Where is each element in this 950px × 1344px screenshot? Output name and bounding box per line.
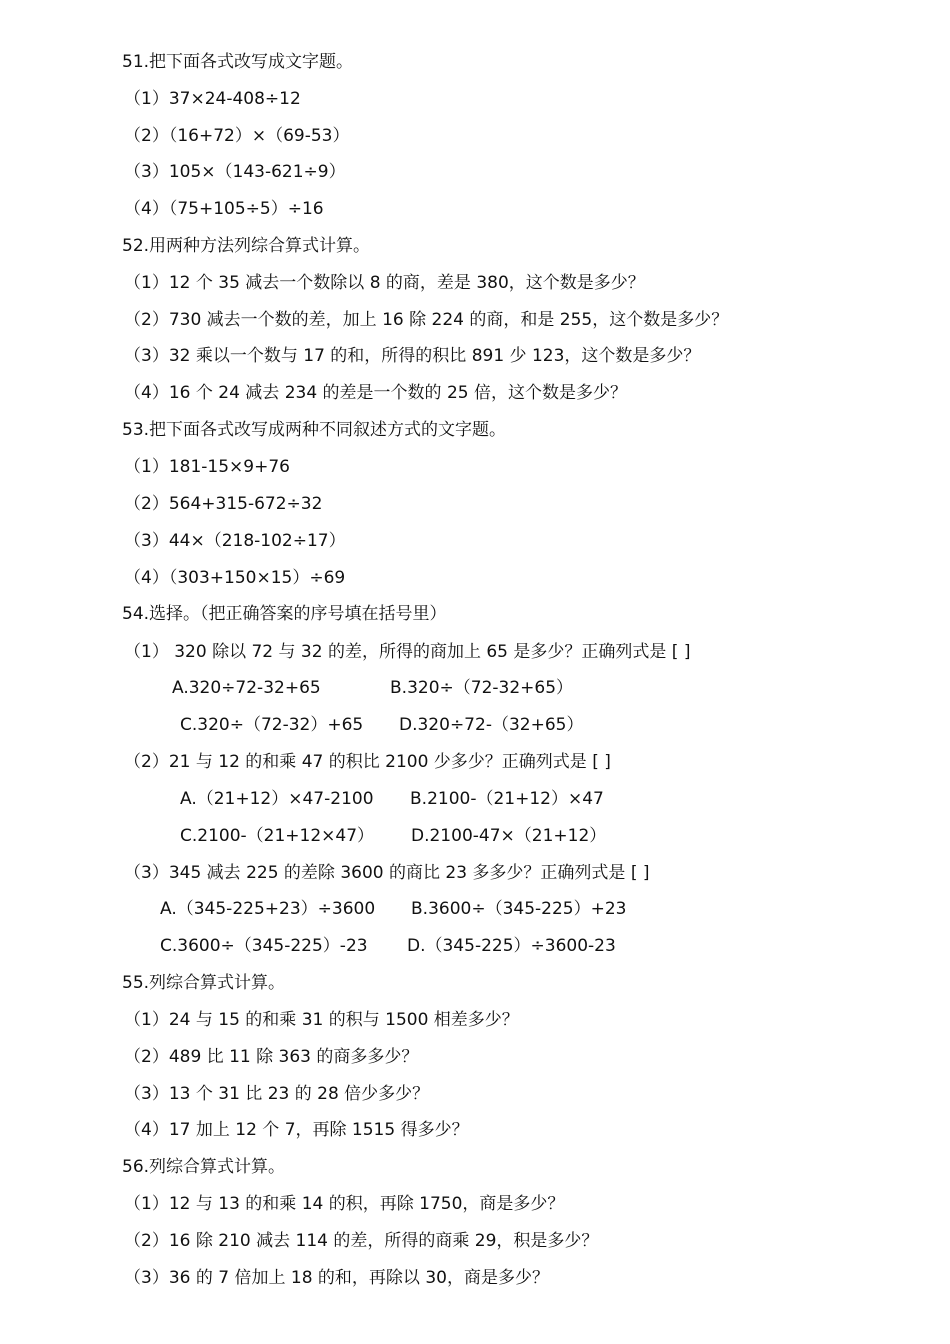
question-55-item-1: （1）24 与 15 的和乘 31 的积与 1500 相差多少？ bbox=[124, 1010, 519, 1030]
question-54-1-options-row-1 bbox=[172, 673, 574, 703]
question-52-item-3: （3）32 乘以一个数与 17 的和，所得的积比 891 少 123，这个数是多少？ bbox=[124, 346, 701, 366]
question-54-3-options-row-1 bbox=[160, 894, 627, 924]
question-53-item-4: （4）（303+150×15）÷69 bbox=[124, 568, 346, 588]
option-d: D.2100-47×（21+12） bbox=[411, 826, 607, 846]
question-55-item-4: （4）17 加上 12 个 7，再除 1515 得多少？ bbox=[124, 1120, 469, 1140]
question-54-3-text: （3）345 减去 225 的差除 3600 的商比 23 多多少？正确列式是 [ ] bbox=[124, 863, 650, 883]
question-56-heading: 56.列综合算式计算。 bbox=[122, 1157, 286, 1177]
question-51-heading: 51.把下面各式改写成文字题。 bbox=[122, 52, 354, 72]
question-56-item-2: （2）16 除 210 减去 114 的差，所得的商乘 29，积是多少？ bbox=[124, 1231, 599, 1251]
option-c: C.320÷（72-32）+65 bbox=[180, 715, 364, 735]
option-a: A.320÷72-32+65 bbox=[172, 678, 321, 698]
option-d: D.320÷72-（32+65） bbox=[399, 715, 584, 735]
question-53-item-3: （3）44×（218-102÷17） bbox=[124, 531, 346, 551]
question-54-1-options-row-2 bbox=[180, 710, 584, 740]
question-54-heading: 54.选择。（把正确答案的序号填在括号里） bbox=[122, 604, 447, 624]
question-52-item-2: （2）730 减去一个数的差，加上 16 除 224 的商，和是 255，这个数是多少？ bbox=[124, 310, 729, 330]
option-d: D.（345-225）÷3600-23 bbox=[407, 936, 616, 956]
question-53-heading: 53.把下面各式改写成两种不同叙述方式的文字题。 bbox=[122, 420, 507, 440]
question-54-3-options-row-2 bbox=[160, 931, 616, 961]
question-54-1-text: （1） 320 除以 72 与 32 的差，所得的商加上 65 是多少？正确列式是 [ ] bbox=[124, 642, 691, 662]
option-b: B.3600÷（345-225）+23 bbox=[411, 899, 627, 919]
option-c: C.2100-（21+12×47） bbox=[180, 826, 375, 846]
question-54-2-text: （2）21 与 12 的和乘 47 的积比 2100 少多少？正确列式是 [ ] bbox=[124, 752, 611, 772]
question-56-item-1: （1）12 与 13 的和乘 14 的积，再除 1750，商是多少？ bbox=[124, 1194, 565, 1214]
question-54-2-options-row-1 bbox=[180, 784, 604, 814]
option-c: C.3600÷（345-225）-23 bbox=[160, 936, 368, 956]
question-51-item-4: （4）（75+105÷5）÷16 bbox=[124, 199, 324, 219]
option-a: A.（21+12）×47-2100 bbox=[180, 789, 374, 809]
question-56-item-3: （3）36 的 7 倍加上 18 的和，再除以 30，商是多少？ bbox=[124, 1268, 549, 1288]
question-55-item-2: （2）489 比 11 除 363 的商多多少？ bbox=[124, 1047, 419, 1067]
question-55-heading: 55.列综合算式计算。 bbox=[122, 973, 286, 993]
question-54-2-options-row-2 bbox=[180, 821, 607, 851]
question-52-item-4: （4）16 个 24 减去 234 的差是一个数的 25 倍，这个数是多少？ bbox=[124, 383, 627, 403]
question-53-item-1: （1）181-15×9+76 bbox=[124, 457, 290, 477]
option-b: B.2100-（21+12）×47 bbox=[410, 789, 604, 809]
option-b: B.320÷（72-32+65） bbox=[390, 678, 574, 698]
option-a: A.（345-225+23）÷3600 bbox=[160, 899, 376, 919]
question-53-item-2: （2）564+315-672÷32 bbox=[124, 494, 323, 514]
question-51-item-2: （2）（16+72）×（69-53） bbox=[124, 126, 350, 146]
question-52-item-1: （1）12 个 35 减去一个数除以 8 的商，差是 380，这个数是多少？ bbox=[124, 273, 645, 293]
question-51-item-3: （3）105×（143-621÷9） bbox=[124, 162, 346, 182]
question-51-item-1: （1）37×24-408÷12 bbox=[124, 89, 301, 109]
question-55-item-3: （3）13 个 31 比 23 的 28 倍少多少？ bbox=[124, 1084, 430, 1104]
question-52-heading: 52.用两种方法列综合算式计算。 bbox=[122, 236, 371, 256]
